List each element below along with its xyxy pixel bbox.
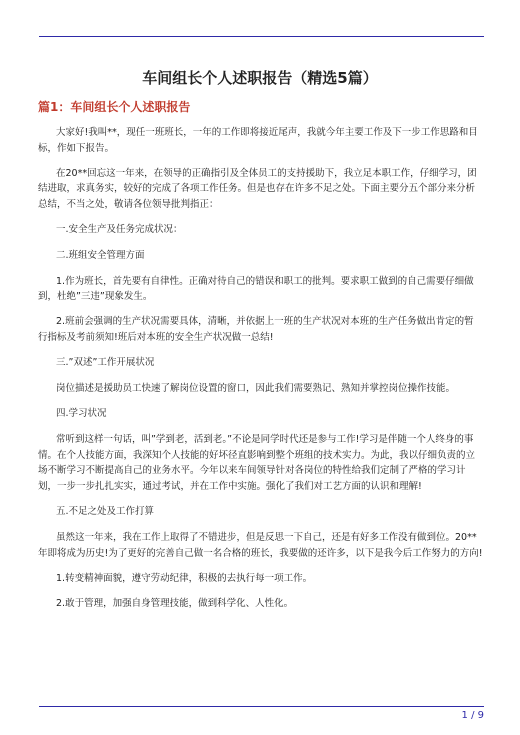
heading-team-safety: 二.班组安全管理方面 <box>56 249 145 261</box>
paragraph-greeting: 大家好!我叫**，现任一班班长，一年的工作即将接近尾声，我就今年主要工作及下一步工作思路和目标，作如下报告。 <box>38 127 478 154</box>
paragraph-reflection: 虽然这一年来，我在工作上取得了不错进步，但是反思一下自己，还是有好多工作没有做到位。20**年即将成为历史!为了更好的完善自己做一名合格的班长，我要做的还许多，以下是我今后工作努力的方向! <box>38 532 483 559</box>
paragraph-self-discipline: 1.作为班长，首先要有自律性。正确对待自己的错误和职工的批判。要求职工做到的自己需要仔细做到，杜绝”三违”现象发生。 <box>38 275 474 303</box>
section-title: 篇1：车间组长个人述职报告 <box>38 100 191 114</box>
page-number: 1 / 9 <box>461 710 484 721</box>
footer-rule <box>39 706 484 707</box>
header-rule <box>39 36 484 37</box>
heading-shortcomings: 五.不足之处及工作打算 <box>56 505 155 517</box>
paragraph-intro: 在20**回忘这一年来，在领导的正确指引及全体员工的支持援助下，我立足本职工作，仔细学习，团结进取，求真务实，较好的完成了各项工作任务。但是也存在许多不足之处。下面主要分五个部分来分析总结，不当之处，敬请各位领导批判指正： <box>38 167 477 210</box>
list-item-2: 2.敢于管理，加强自身管理技能，做到科学化、人性化。 <box>56 597 294 609</box>
heading-double-description: 三.”双述”工作开展状况 <box>56 357 155 369</box>
document-body <box>38 125 483 621</box>
list-item-1: 1.转变精神面貌，遵守劳动纪律，积极的去执行每一项工作。 <box>56 572 313 584</box>
document-title: 车间组长个人述职报告（精选5篇） <box>142 69 378 87</box>
heading-safety-production: 一.安全生产及任务完成状况： <box>56 223 183 235</box>
paragraph-study: 常听到这样一句话，叫”学到老，活到老。”不论是同学时代还是参与工作!学习是伴随一个人终身的事情。在个人技能方面，我深知个人技能的好坏径直影响到整个班组的技术实力。为此，我以仔细负责的立场不断学习不断提高自己的业务水平。今年以来车间领导针对各岗位的特性给我们定制了严格的学习计划，一步一步扎扎实实，通过考试，并在工作中实施。强化了我们对工艺方面的认识和理解! <box>38 434 476 492</box>
paragraph-post-description: 岗位描述是援助员工快速了解岗位设置的窗口，因此我们需要熟记、熟知并掌控岗位操作技能。 <box>56 383 456 395</box>
heading-study: 四.学习状况 <box>56 408 107 420</box>
paragraph-shift-meeting: 2.班前会强调的生产状况需要具体，清晰，并依据上一班的生产状况对本班的生产任务做出肯定的暂行指标及考前须知!班后对本班的安全生产状况做一总结! <box>38 316 474 343</box>
